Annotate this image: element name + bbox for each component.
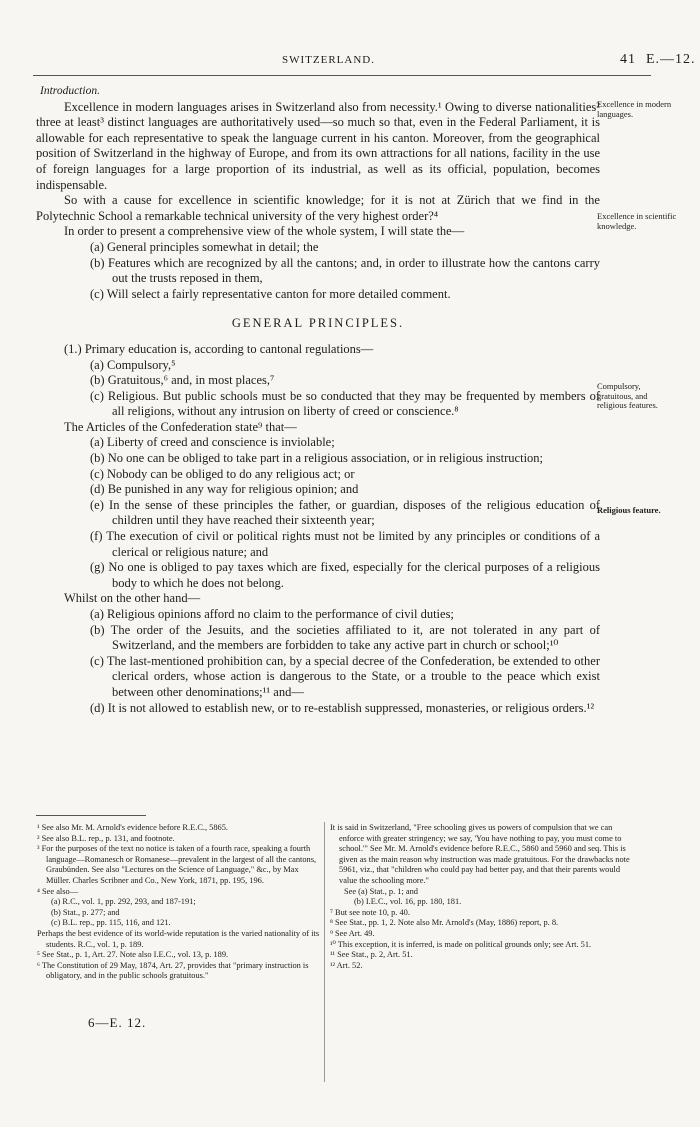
paragraph-science: So with a cause for excellence in scientific knowledge; for it is not at Zürich that we find in the Polytechnic School a remarkable technical university of the very highest order?⁴ <box>36 193 600 223</box>
articles-intro: The Articles of the Confederation state⁹ that— <box>64 419 297 434</box>
footnote: ³ For the purposes of the text no notice is taken of a fourth race, speaking a fourth language—Romanesch or Romanese—prevalent in the largest of all the cantons, Graubünden. See also "Lectures on the Science of Language," &c., by Max Müller. Charles Scribner and Co., New York, 1871, pp. 195, 196. <box>37 844 317 885</box>
list-item: (f) The execution of civil or political rights must not be limited by any principles or conditions of a clerical or religious nature; and <box>90 529 600 559</box>
footnote: ² See also B.L. rep., p. 131, and footnote. <box>37 833 175 843</box>
document-code: E.—12. <box>646 52 696 67</box>
footnote: ¹² Art. 52. <box>330 960 363 970</box>
section-label: Introduction. <box>40 85 100 97</box>
list-item: (g) No one is obliged to pay taxes which are fixed, especially for the clerical purposes of a religious body to which he does not belong. <box>90 560 600 590</box>
list-item: (c) Will select a fairly representative canton for more detailed comment. <box>90 286 451 301</box>
running-header <box>0 52 700 70</box>
footnotes-left <box>37 823 320 982</box>
footnote: ⁵ See Stat., p. 1, Art. 27. Note also I.E.C., vol. 13, p. 189. <box>37 950 229 960</box>
footnote: (b) I.E.C., vol. 16, pp. 180, 181. <box>354 897 462 907</box>
list-item: (a) Religious opinions afford no claim to the performance of civil duties; <box>90 607 454 621</box>
list-item: (c) Nobody can be obliged to do any religious act; or <box>90 466 355 481</box>
list-item: (a) Liberty of creed and conscience is inviolable; <box>90 435 335 450</box>
footnote: ⁹ See Art. 49. <box>330 928 375 938</box>
paragraph-languages: Excellence in modern languages arises in Switzerland also from necessity.¹ Owing to diverse nationalities² three at least³ distinct languages are authoritatively used—so much so that, even in the Federal Parliament, it is allowable for each representative to speak the language current in his canton. Moreover, from the geographical position of Switzerland in the highway of Europe, and from its own attractions for all nations, facility in the use of foreign languages for a large proportion of its industrial, as well as its official, population, becomes indispensable. <box>36 99 600 192</box>
list-item: (b) No one can be obliged to take part in a religious association, or in religious instruction; <box>90 451 544 466</box>
footnote: ¹⁰ This exception, it is inferred, is made on political grounds only; see Art. 51. <box>330 939 592 949</box>
sidenote-religious: Religious feature. <box>597 505 661 515</box>
footnote: (c) B.L. rep., pp. 115, 116, and 121. <box>51 918 171 928</box>
footnote: (a) R.C., vol. 1, pp. 292, 293, and 187-191; <box>51 897 196 907</box>
footnote: See (a) Stat., p. 1; and <box>344 886 418 896</box>
list-item: (d) Be punished in any way for religious opinion; and <box>90 482 359 497</box>
footnote: ¹¹ See Stat., p. 2, Art. 51. <box>330 950 413 960</box>
footnote: Perhaps the best evidence of its world-wide reputation is the varied nationality of its students. R.C., vol. 1, p. 189. <box>37 928 320 949</box>
header-title: SWITZERLAND. <box>282 54 375 66</box>
list-item: (b) Features which are recognized by all the cantons; and, in order to illustrate how the cantons carry out the trusts reposed in them, <box>90 255 600 286</box>
footnote: ⁴ See also— <box>37 886 79 896</box>
principles-intro: (1.) Primary education is, according to cantonal regulations— <box>64 341 374 356</box>
sidenote-science: Excellence in scientific knowledge. <box>597 211 677 231</box>
footnote: ⁷ But see note 10, p. 40. <box>330 907 410 917</box>
header-rule <box>33 75 651 76</box>
list-item: (c) The last-mentioned prohibition can, by a special decree of the Confederation, be extended to other clerical orders, whose action is dangerous to the State, or a trouble to the peace which exist between other denominations;¹¹ and— <box>90 653 600 699</box>
footnote: ⁶ The Constitution of 29 May, 1874, Art. 27, provides that "primary instruction is obligatory, and in the public schools gratuitous." <box>37 960 309 981</box>
printer-signature: 6—E. 12. <box>88 1015 147 1030</box>
list-item: (a) Compulsory,⁵ <box>90 357 176 372</box>
whilst-intro: Whilst on the other hand— <box>64 591 201 606</box>
list-item: (d) It is not allowed to establish new, or to re-establish suppressed, monasteries, or religious orders.¹² <box>90 700 595 715</box>
footnotes-right <box>330 823 630 971</box>
list-item: (b) The order of the Jesuits, and the societies affiliated to it, are not tolerated in any part of Switzerland, and the members are forbidden to take any active part in church or school;¹⁰ <box>90 622 600 653</box>
page-number: 41 <box>620 52 636 67</box>
list-item: (e) In the sense of these principles the father, or guardian, disposes of the religious education of children until they have reached their sixteenth year; <box>90 497 600 528</box>
footnote: ⁸ See Stat., pp. 1, 2. Note also Mr. Arnold's (May, 1886) report, p. 8. <box>330 918 559 928</box>
main-text <box>36 84 600 716</box>
footnote-divider <box>324 822 325 1082</box>
sidenote-compulsory: Compulsory, gratuitous, and religious features. <box>597 381 658 410</box>
footnote: It is said in Switzerland, "Free schooling gives us powers of compulsion that we can enforce with greater stringency; we say, 'You have nothing to pay, you must come to school.'" See Mr. M. Arnold's evidence before R.E.C., 5860 and 5960 and seq. This is given as the main reason why instruction was made gratuitous. For the drawbacks note 5961, viz., that "children who could pay had better pay, and that their parents would value the schooling more." <box>330 823 630 885</box>
footnote: (b) Stat., p. 277; and <box>51 907 120 917</box>
list-item: (a) General principles somewhat in detail; the <box>90 239 319 254</box>
sidenote-languages: Excellence in modern languages. <box>597 99 672 119</box>
footnote-rule <box>36 815 146 816</box>
footnote: ¹ See also Mr. M. Arnold's evidence before R.E.C., 5865. <box>37 823 229 832</box>
list-item: (c) Religious. But public schools must be so conducted that they may be frequented by members of all religions, without any intrusion on liberty of creed or conscience.⁸ <box>90 388 600 419</box>
paragraph-system-intro: In order to present a comprehensive view of the whole system, I will state the— <box>64 224 465 239</box>
list-item: (b) Gratuitous,⁶ and, in most places,⁷ <box>90 373 275 388</box>
section-heading: GENERAL PRINCIPLES. <box>231 316 405 331</box>
